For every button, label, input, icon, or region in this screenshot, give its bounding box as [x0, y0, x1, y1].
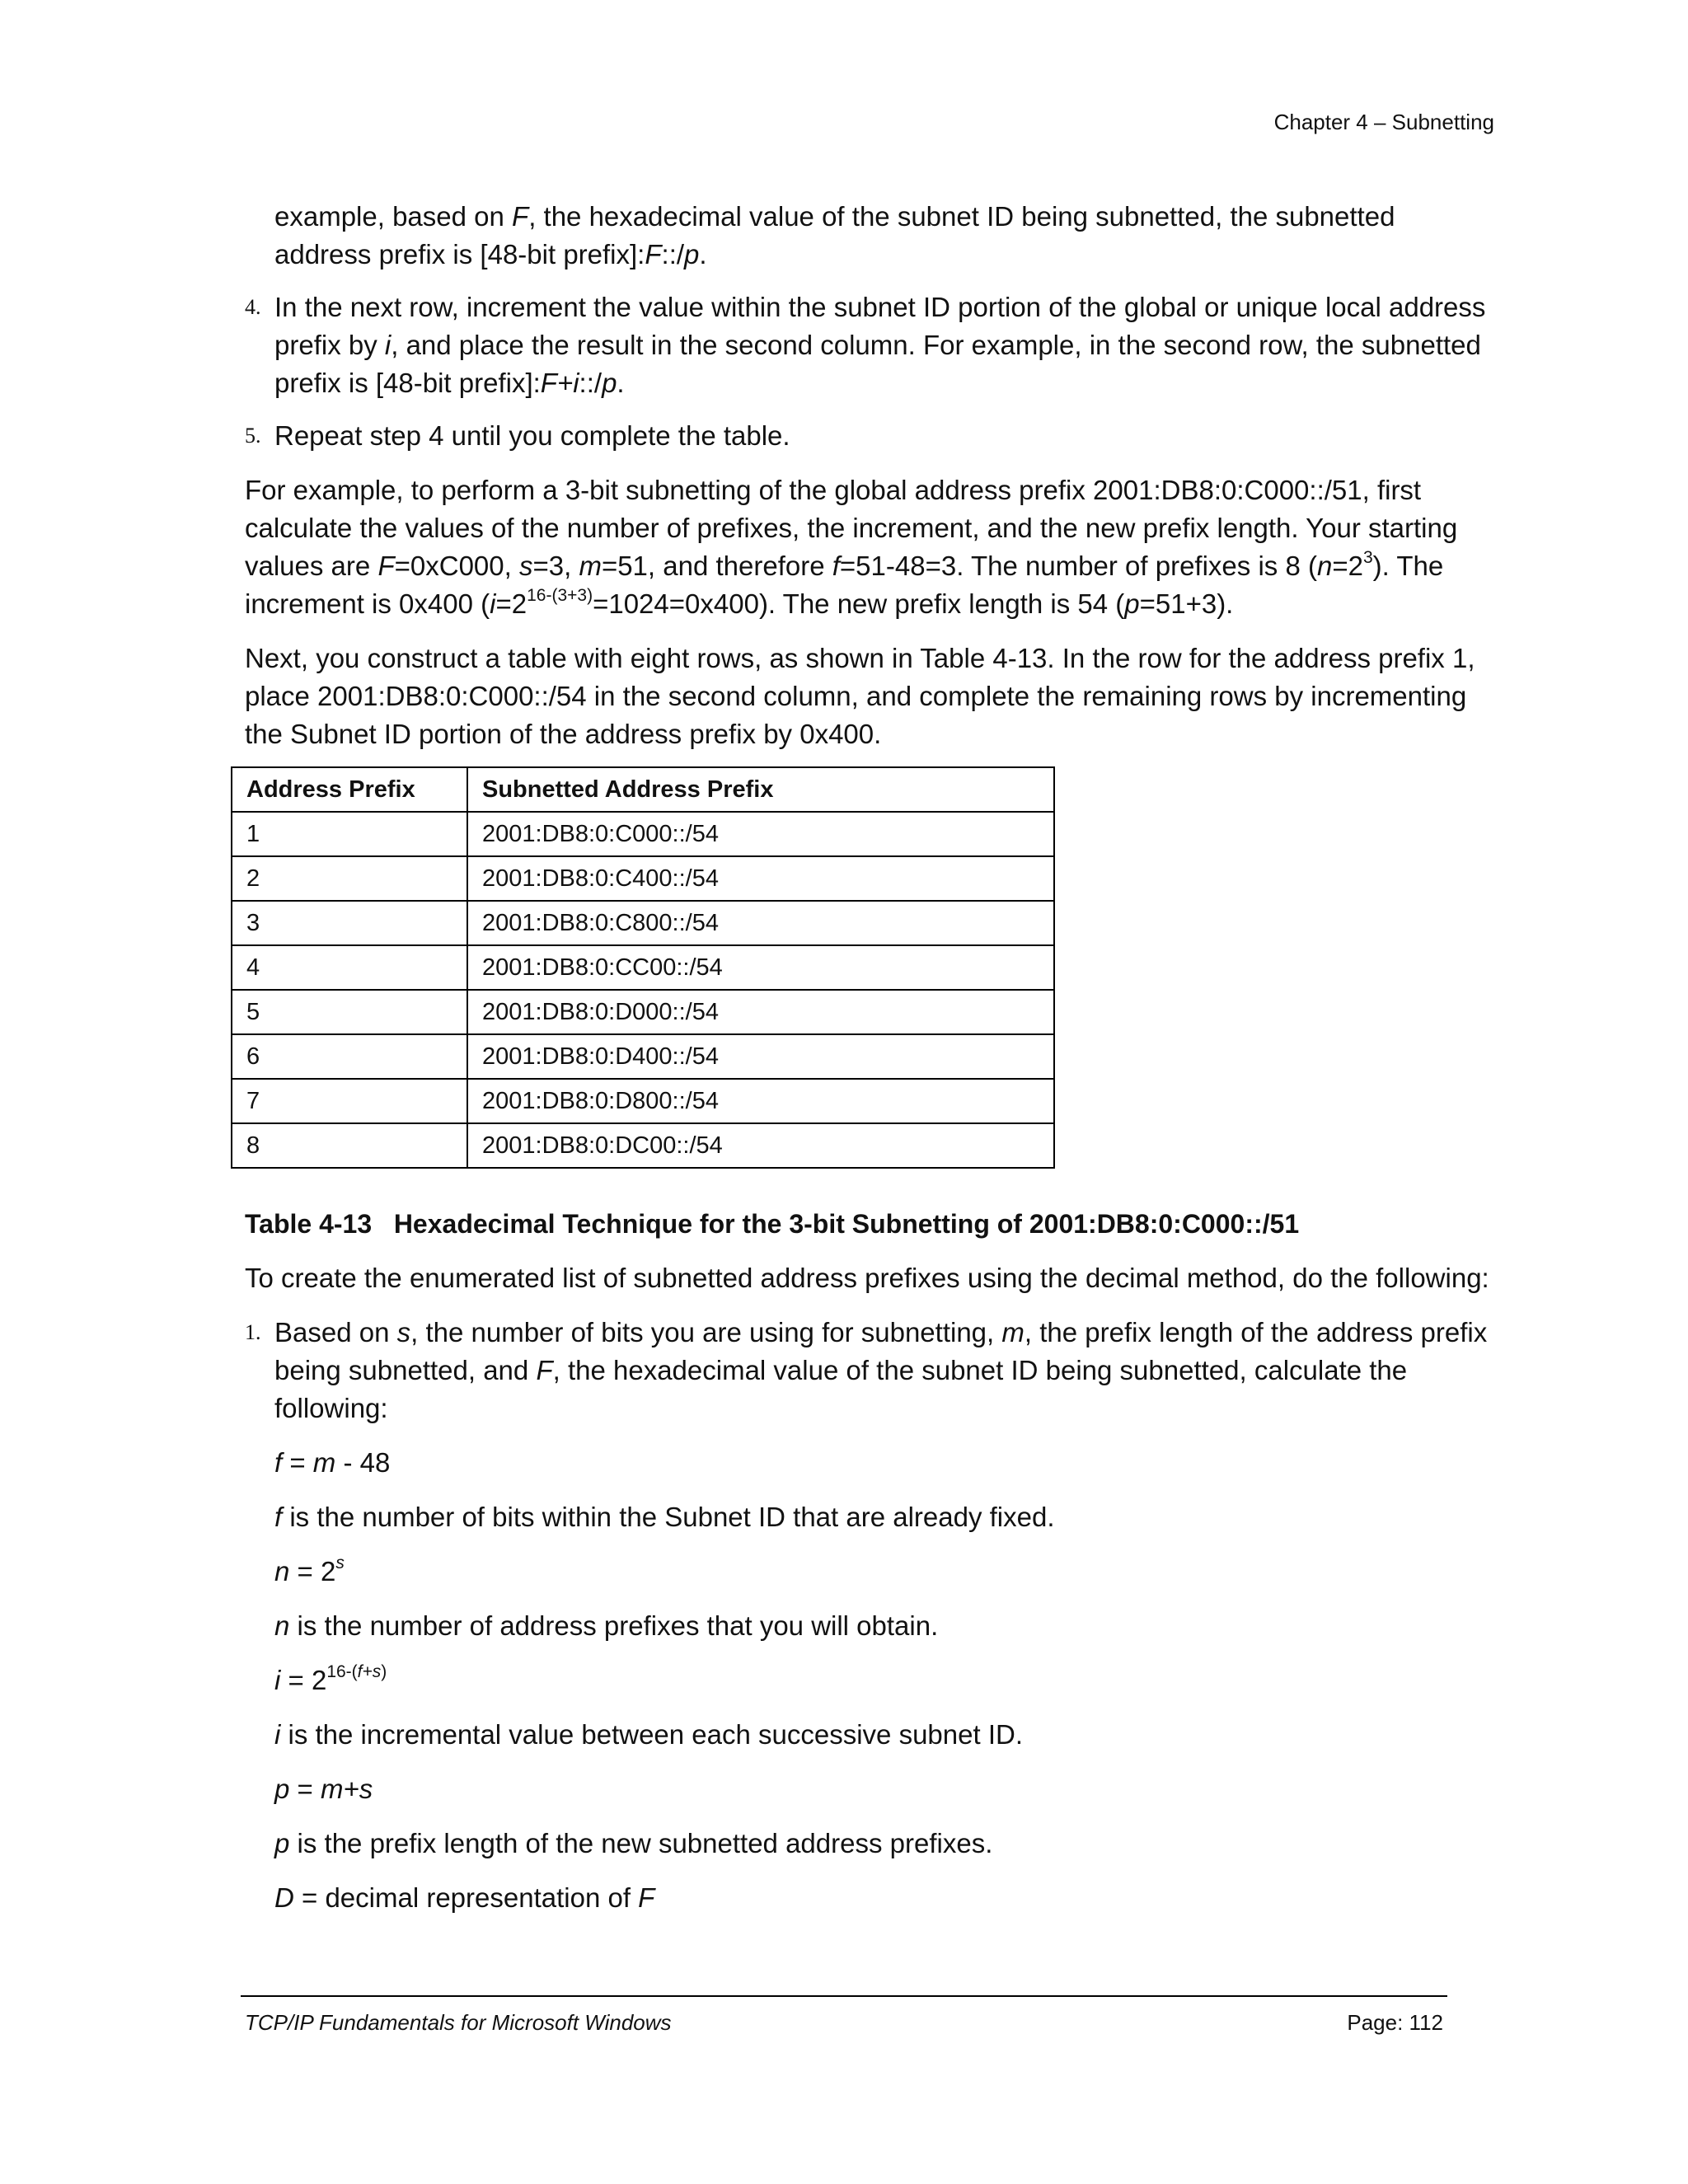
step-number: 5. [245, 424, 261, 448]
var-s: s [396, 1317, 411, 1347]
var-F: F [638, 1882, 655, 1913]
var-p: p [274, 1828, 290, 1858]
table-cell: 1 [232, 812, 467, 856]
var-n: n [274, 1610, 290, 1641]
text-run: = 2 [289, 1556, 336, 1586]
var-i: i [490, 588, 496, 619]
var-n: n [274, 1556, 290, 1586]
text-run: = 2 [280, 1665, 327, 1695]
var-F: F [536, 1355, 553, 1385]
table-cell: 2001:DB8:0:C400::/54 [467, 856, 1054, 901]
exponent: 3 [1362, 548, 1373, 567]
var-m: m [579, 551, 602, 581]
text-run: . [617, 368, 625, 398]
page-body [245, 198, 1498, 1917]
var-p: p [1124, 588, 1140, 619]
text-run: ::/ [579, 368, 603, 398]
example-paragraph [245, 471, 1498, 623]
table-row [232, 1123, 1054, 1168]
var-i: i [274, 1665, 281, 1695]
caption-text: Hexadecimal Technique for the 3-bit Subnetting of 2001:DB8:0:C000::/51 [393, 1209, 1300, 1239]
table-row [232, 945, 1054, 990]
formula-d [245, 1879, 1498, 1917]
footer-page-number: Page: 112 [1347, 2010, 1443, 2035]
table-cell: 2001:DB8:0:D000::/54 [467, 990, 1054, 1034]
formula-i-description [245, 1716, 1498, 1754]
table-cell: 2 [232, 856, 467, 901]
var-f: f [274, 1447, 283, 1478]
table-cell: 2001:DB8:0:CC00::/54 [467, 945, 1054, 990]
text-run: is the number of address prefixes that you will obtain. [289, 1610, 939, 1641]
table-cell: 7 [232, 1079, 467, 1123]
text-run: , and place the result in the second column. For example, in the second row, the subnetted prefix is [48-bit prefix]: [274, 330, 1481, 398]
table-cell: 2001:DB8:0:D400::/54 [467, 1034, 1054, 1079]
text-run: - 48 [335, 1447, 391, 1478]
step-4 [245, 288, 1498, 402]
footer-book-title: TCP/IP Fundamentals for Microsoft Windows [245, 2010, 672, 2035]
text-run: , the hexadecimal value of the subnet ID being subnetted, calculate the following: [274, 1355, 1408, 1423]
text-run: =51, and therefore [601, 551, 832, 581]
text-run: , the prefix length of the address prefix being subnetted, and [274, 1317, 1488, 1385]
step-number: 4. [245, 295, 261, 319]
footer-divider [241, 1995, 1447, 1997]
text-run: =51-48=3. The number of prefixes is 8 ( [839, 551, 1317, 581]
text-run: example, based on [274, 201, 513, 232]
exponent-part: ) [381, 1662, 387, 1681]
var-f: f [274, 1502, 283, 1532]
formula-p-description [245, 1825, 1498, 1863]
text-run: = [289, 1774, 321, 1804]
text-run: = decimal representation of [293, 1882, 639, 1913]
table-row [232, 812, 1054, 856]
text-run: Based on [274, 1317, 397, 1347]
formula-n-description [245, 1607, 1498, 1645]
text-run: =2 [1332, 551, 1363, 581]
table-row [232, 856, 1054, 901]
text-run: is the incremental value between each successive subnet ID. [280, 1719, 1023, 1750]
table-cell: 5 [232, 990, 467, 1034]
table-cell: 8 [232, 1123, 467, 1168]
text-run: ). The increment is 0x400 ( [245, 551, 1444, 619]
text-run: =2 [495, 588, 528, 619]
var-F: F [512, 201, 529, 232]
text-run: . [699, 239, 707, 269]
column-header-address-prefix: Address Prefix [232, 767, 467, 812]
step-number: 1. [245, 1320, 261, 1344]
var-f: f [832, 551, 840, 581]
text-run: , the number of bits you are using for subnetting, [410, 1317, 1002, 1347]
text-run: is the number of bits within the Subnet ID that are already fixed. [282, 1502, 1055, 1532]
table-cell: 3 [232, 901, 467, 945]
step-5 [245, 417, 1498, 455]
var-p: p [274, 1774, 290, 1804]
text-run: , the hexadecimal value of the subnet ID being subnetted, the subnetted address prefix is [48-bit prefix]: [274, 201, 1395, 269]
var-p: p [602, 368, 617, 398]
table-row [232, 1034, 1054, 1079]
table-header-row [232, 767, 1054, 812]
running-header: Chapter 4 – Subnetting [1273, 110, 1494, 134]
text-run: is the prefix length of the new subnetted address prefixes. [289, 1828, 993, 1858]
column-header-subnetted-prefix: Subnetted Address Prefix [467, 767, 1054, 812]
text-run: For example, to perform a 3-bit subnetting of the global address prefix 2001:DB8:0:C000::/51, first calculate the values of the number of prefixes, the increment, and the new prefix length. Your starting values are [245, 475, 1458, 581]
text-run: =51+3). [1139, 588, 1234, 619]
table-cell: 6 [232, 1034, 467, 1079]
table-cell: 2001:DB8:0:DC00::/54 [467, 1123, 1054, 1168]
table-row [232, 901, 1054, 945]
table-intro-paragraph: Next, you construct a table with eight rows, as shown in Table 4-13. In the row for the address prefix 1, place 2001:DB8:0:C000::/54 in the second column, and complete the remaining rows by incrementing the Subnet ID portion of the address prefix by 0x400. [245, 643, 1475, 749]
table-cell: 4 [232, 945, 467, 990]
decimal-method-intro: To create the enumerated list of subnetted address prefixes using the decimal method, do the following: [245, 1263, 1489, 1293]
var-n: n [1316, 551, 1333, 581]
var-m: m [312, 1447, 336, 1478]
text-run: ::/ [661, 239, 685, 269]
var-D: D [274, 1882, 294, 1913]
exponent-vars: f+s [357, 1662, 382, 1681]
exponent: 16-(3+3) [527, 586, 593, 605]
expression-m-plus-s: m+s [320, 1774, 373, 1804]
var-m: m [1001, 1317, 1025, 1347]
text-run: =3, [532, 551, 579, 581]
var-i: i [384, 330, 392, 360]
exponent-part: 16-( [326, 1662, 358, 1681]
step-1 [245, 1314, 1498, 1427]
formula-p [245, 1770, 1498, 1808]
formula-i [245, 1661, 1498, 1699]
var-F: F [377, 551, 395, 581]
table-cell: 2001:DB8:0:C800::/54 [467, 901, 1054, 945]
text-run: Repeat step 4 until you complete the table. [274, 420, 790, 451]
var-F: F [645, 239, 662, 269]
exponent-s: s [335, 1554, 345, 1572]
table-cell: 2001:DB8:0:D800::/54 [467, 1079, 1054, 1123]
var-p: p [684, 239, 700, 269]
table-caption [245, 1205, 1498, 1243]
var-i: i [274, 1719, 281, 1750]
text-run: =1024=0x400). The new prefix length is 54 ( [593, 588, 1125, 619]
formula-f [245, 1444, 1498, 1482]
formula-n [245, 1553, 1498, 1591]
var-s: s [518, 551, 533, 581]
caption-label: Table 4-13 [245, 1209, 373, 1239]
table-row [232, 990, 1054, 1034]
step3-continuation [245, 198, 1498, 274]
var-F-plus-i: F+i [540, 368, 579, 398]
table-cell: 2001:DB8:0:C000::/54 [467, 812, 1054, 856]
text-run: In the next row, increment the value within the subnet ID portion of the global or unique local address prefix by [274, 292, 1486, 360]
text-run: = [282, 1447, 313, 1478]
formula-f-description [245, 1498, 1498, 1536]
table-row [232, 1079, 1054, 1123]
subnet-table [231, 766, 1055, 1169]
text-run: =0xC000, [394, 551, 519, 581]
